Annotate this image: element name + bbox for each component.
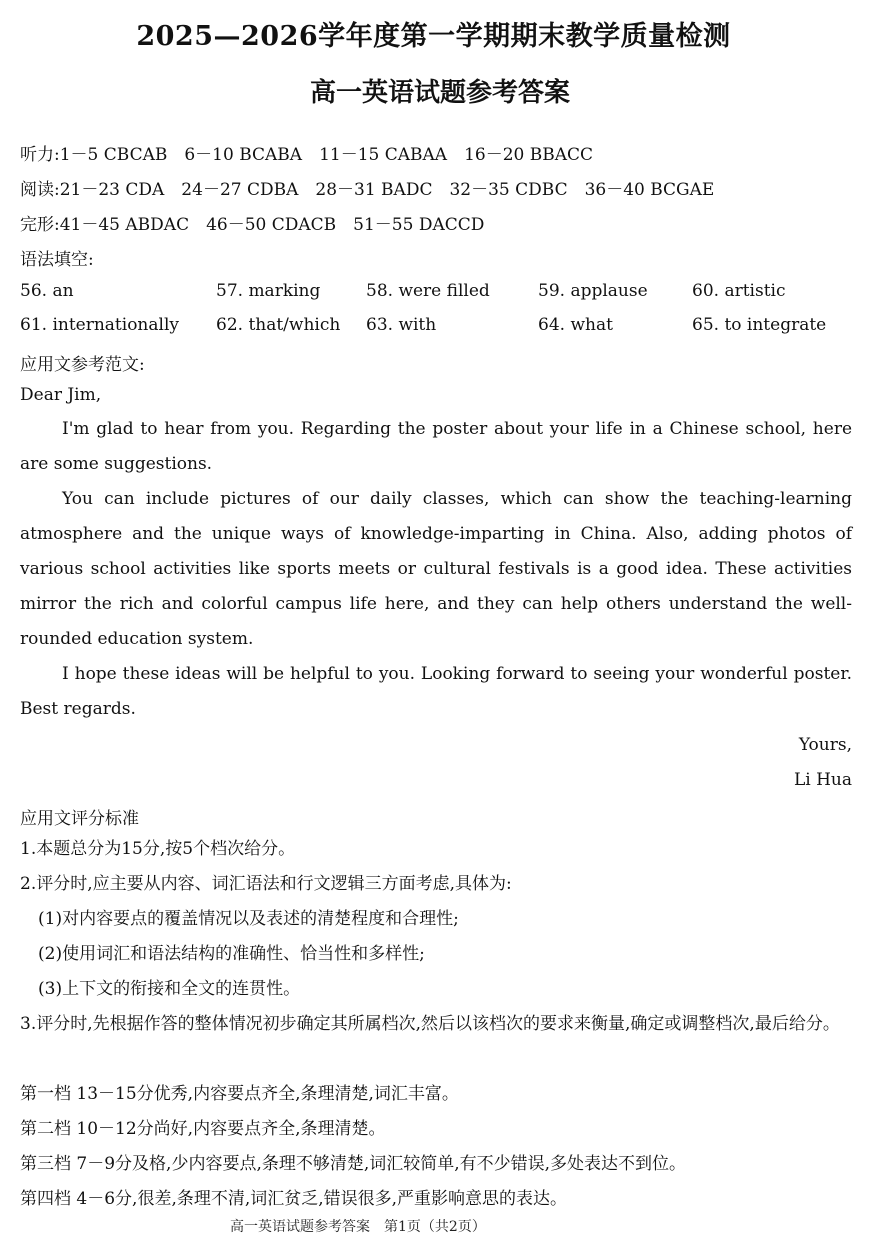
page-footer (230, 1214, 650, 1235)
letter-paragraph-3: I hope these ideas will be helpful to you. Looking forward to seeing your wonderful poster. Best regards. (20, 664, 852, 719)
grammar-item: 65. to integrate (692, 315, 827, 335)
letter-signature: Li Hua (793, 770, 852, 790)
scoring-rule-3: 3.评分时,先根据作答的整体情况初步确定其所属档次,然后以该档次的要求来衡量,确定或调整档次,最后给分。 (20, 1014, 840, 1034)
footer-text: 高一英语试题参考答案 第1页（共2页） (230, 1219, 486, 1235)
letter-paragraph-2: You can include pictures of our daily classes, which can show the teaching-learning atmosphere and the unique ways of knowledge-imparting in China. Also, adding photos of various school activities like sports meets or cultural festivals is a good idea. These activities mirror the rich and colorful campus life here, and they can help others understand the well-rounded education system. (20, 489, 852, 649)
scoring-heading: 应用文评分标准 (20, 809, 139, 829)
grammar-heading: 语法填空: (20, 250, 94, 270)
grade-band-4: 第四档 4－6分,很差,条理不清,词汇贫乏,错误很多,严重影响意思的表达。 (20, 1189, 568, 1209)
document-subtitle: 高一英语试题参考答案 (309, 78, 570, 108)
document-title: 2025—2026学年度第一学期期末教学质量检测 (136, 21, 731, 52)
listening-answers: 听力:1－5 CBCAB 6－10 BCABA 11－15 CABAA 16－20 BBACC (20, 145, 594, 165)
grammar-row-1 (20, 281, 860, 305)
scoring-criterion-3: (3)上下文的衔接和全文的连贯性。 (38, 979, 301, 999)
writing-heading: 应用文参考范文: (20, 355, 145, 375)
grammar-item: 61. internationally (20, 315, 179, 335)
grammar-item: 59. applause (538, 281, 648, 301)
scoring-rule-2: 2.评分时,应主要从内容、词汇语法和行文逻辑三方面考虑,具体为: (20, 874, 512, 894)
letter-greeting: Dear Jim, (20, 385, 102, 405)
grade-band-3: 第三档 7－9分及格,少内容要点,条理不够清楚,词汇较简单,有不少错误,多处表达不到位。 (20, 1154, 687, 1174)
reading-answers: 阅读:21－23 CDA 24－27 CDBA 28－31 BADC 32－35 CDBC 36－40 BCGAE (20, 180, 715, 200)
scoring-criterion-1: (1)对内容要点的覆盖情况以及表述的清楚程度和合理性; (38, 909, 459, 929)
grammar-item: 64. what (538, 315, 613, 335)
grammar-item: 63. with (366, 315, 437, 335)
grammar-item: 57. marking (216, 281, 321, 301)
grammar-item: 62. that/which (216, 315, 341, 335)
letter-closing: Yours, (798, 735, 852, 755)
cloze-answers: 完形:41－45 ABDAC 46－50 CDACB 51－55 DACCD (20, 215, 485, 235)
scoring-criterion-2: (2)使用词汇和语法结构的准确性、恰当性和多样性; (38, 944, 425, 964)
grade-band-1: 第一档 13－15分优秀,内容要点齐全,条理清楚,词汇丰富。 (20, 1084, 459, 1104)
grammar-row-2 (20, 315, 860, 339)
letter-paragraph-1: I'm glad to hear from you. Regarding the poster about your life in a Chinese school, here are some suggestions. (20, 419, 852, 474)
grammar-item: 58. were filled (366, 281, 490, 301)
grammar-item: 60. artistic (692, 281, 786, 301)
grammar-item: 56. an (20, 281, 74, 301)
scoring-rule-1: 1.本题总分为15分,按5个档次给分。 (20, 839, 296, 859)
subtitle-clipped (230, 60, 650, 108)
grade-band-2: 第二档 10－12分尚好,内容要点齐全,条理清楚。 (20, 1119, 386, 1139)
